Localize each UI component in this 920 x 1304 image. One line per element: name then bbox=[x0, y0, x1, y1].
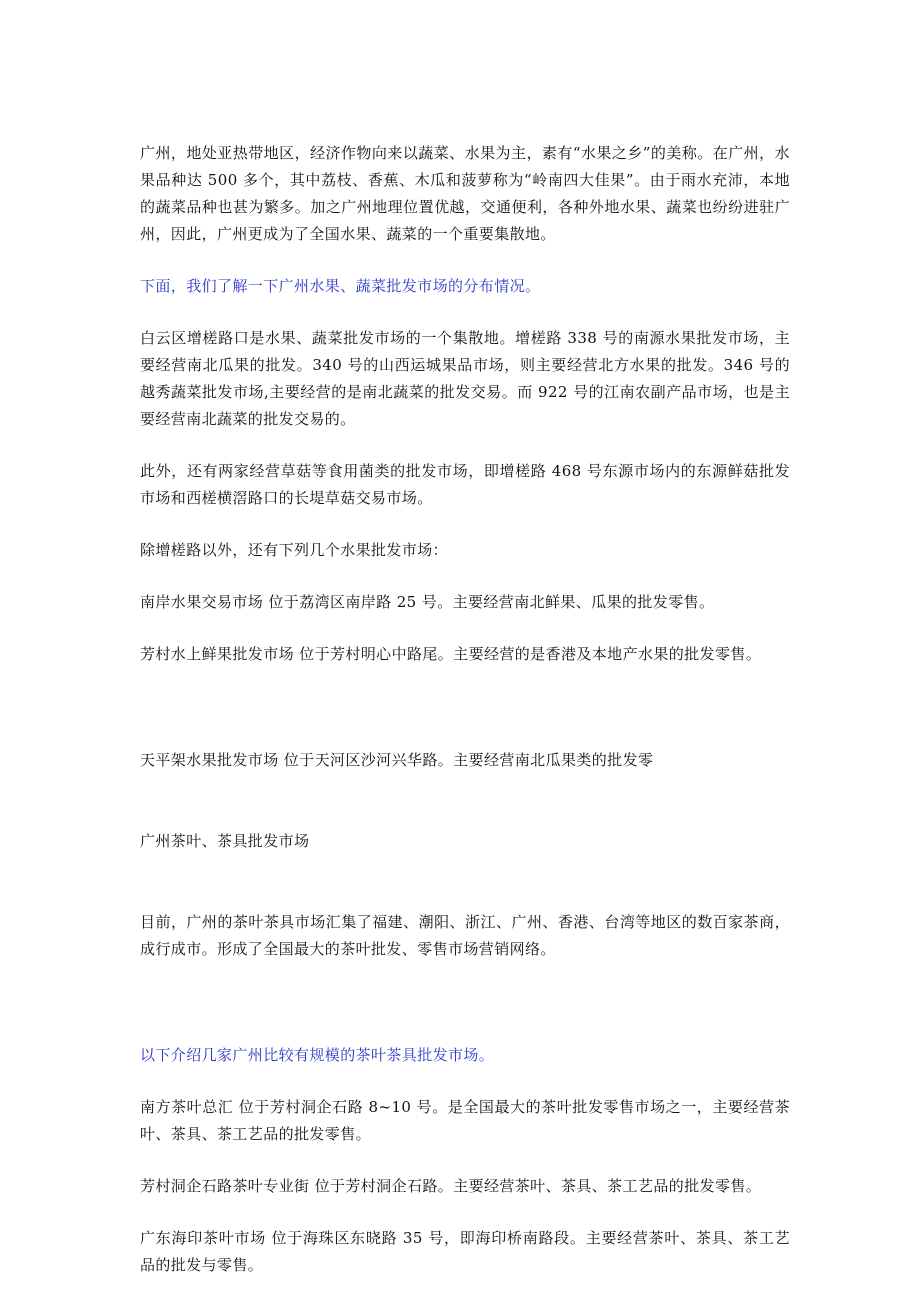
paragraph-mushroom-markets: 此外，还有两家经营草菇等食用菌类的批发市场，即增槎路 468 号东源市场内的东源鲜菇批发市场和西槎横滘路口的长堤草菇交易市场。 bbox=[140, 462, 790, 507]
tea-market-description: 目前，广州的茶叶茶具市场汇集了福建、潮阳、浙江、广州、香港、台湾等地区的数百家茶商，成行成市。形成了全国最大的茶叶批发、零售市场营销网络。 bbox=[140, 913, 790, 958]
paragraph-nanfang-tea: 南方茶叶总汇 位于芳村洞企石路 8~10 号。是全国最大的茶叶批发零售市场之一，主要经营茶叶、茶具、茶工艺品的批发零售。 bbox=[140, 1098, 790, 1143]
paragraph-tea-section bbox=[140, 693, 790, 1017]
paragraph-other-fruit-markets: 除增槎路以外，还有下列几个水果批发市场： bbox=[140, 541, 449, 559]
paragraph-nanan-market: 南岸水果交易市场 位于荔湾区南岸路 25 号。主要经营南北鲜果、瓜果的批发零售。 bbox=[140, 593, 715, 611]
paragraph-fruit-market-heading: 下面，我们了解一下广州水果、蔬菜批发市场的分布情况。 bbox=[140, 277, 541, 295]
paragraph-tea-market-heading: 以下介绍几家广州比较有规模的茶叶茶具批发市场。 bbox=[140, 1046, 495, 1064]
paragraph-haiyin-tea: 广东海印茶叶市场 位于海珠区东晓路 35 号，即海印桥南路段。主要经营茶叶、茶具、茶工艺品的批发与零售。 bbox=[140, 1229, 790, 1274]
tea-market-heading: 广州茶叶、茶具批发市场 bbox=[140, 832, 310, 850]
paragraph-zengcha-road: 白云区增槎路口是水果、蔬菜批发市场的一个集散地。增槎路 338 号的南源水果批发市场，主要经营南北瓜果的批发。340 号的山西运城果品市场，则主要经营北方水果的批发。346 号的越秀蔬菜批发市场,主要经营的是南北蔬菜的批发交易。而 922 号的江南农副产品市场，也是主要经营南北蔬菜的批发交易的。 bbox=[140, 329, 790, 428]
paragraph-fangcun-water-market: 芳村水上鲜果批发市场 位于芳村明心中路尾。主要经营的是香港及本地产水果的批发零售。 bbox=[140, 645, 762, 663]
paragraph-fangcun-tea-street: 芳村洞企石路茶叶专业街 位于芳村洞企石路。主要经营茶叶、茶具、茶工艺品的批发零售。 bbox=[140, 1177, 762, 1195]
tianpingjia-market-line: 天平架水果批发市场 位于天河区沙河兴华路。主要经营南北瓜果类的批发零 bbox=[140, 751, 654, 769]
document-body bbox=[140, 140, 790, 1304]
paragraph-intro: 广州，地处亚热带地区，经济作物向来以蔬菜、水果为主，素有“水果之乡”的美称。在广州，水果品种达 500 多个，其中荔枝、香蕉、木瓜和菠萝称为“岭南四大佳果”。由于雨水充沛，本地的蔬菜品种也甚为繁多。加之广州地理位置优越，交通便利，各种外地水果、蔬菜也纷纷进驻广州，因此，广州更成为了全国水果、蔬菜的一个重要集散地。 bbox=[140, 144, 790, 243]
